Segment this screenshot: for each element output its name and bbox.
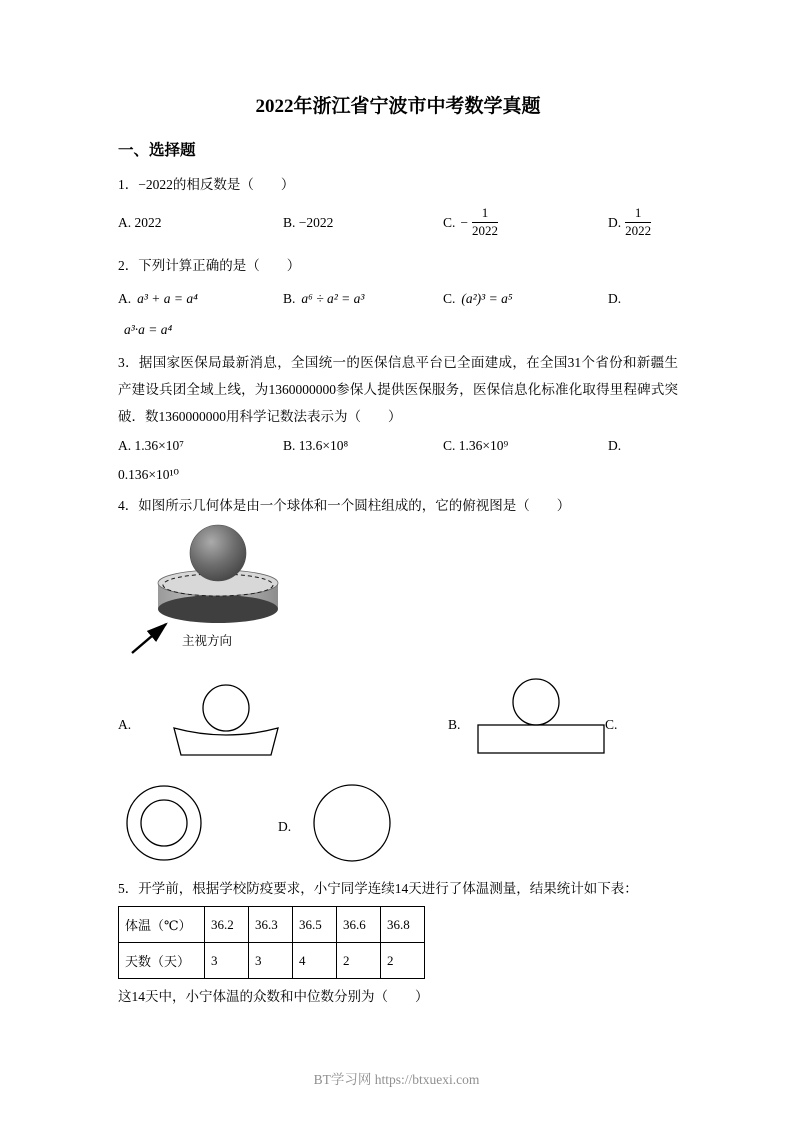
q5-days-header: 天数（天） (119, 943, 205, 979)
q5-table-row-temperature (119, 907, 425, 943)
q2-option-c-expression: (a²)³ = a⁵ (461, 291, 513, 306)
footer-site-link[interactable]: BT学习网 https://btxuexi.com (313, 1072, 480, 1087)
q2-option-a (118, 285, 283, 312)
q2-option-d (608, 285, 678, 312)
page-title: 2022年浙江省宁波市中考数学真题 (255, 96, 541, 117)
q5-days-value: 3 (249, 943, 293, 979)
q4-stem: 4．如图所示几何体是由一个球体和一个圆柱组成的，它的俯视图是（ ） (118, 498, 571, 513)
q5-days-value: 2 (337, 943, 381, 979)
page-content (118, 0, 678, 1010)
q2-option-d-label: D. (608, 291, 622, 306)
section-heading: 一、选择题 (118, 142, 196, 159)
q4-option-b-label: B. (448, 717, 461, 732)
q5-days-value: 2 (381, 943, 425, 979)
q1-option-d-fraction (625, 206, 651, 239)
q4-option-d-label: D. (278, 819, 292, 834)
sphere-cylinder-figure (118, 519, 348, 659)
q5-temp-value: 36.6 (337, 907, 381, 943)
q1-c-denominator: 2022 (472, 222, 499, 238)
q3-option-d: D. (608, 438, 622, 453)
q5-temp-value: 36.8 (381, 907, 425, 943)
q3-option-d-value: 0.136×10¹⁰ (118, 467, 179, 482)
q3-option-c: C. 1.36×10⁹ (443, 438, 509, 453)
q2-option-c (443, 285, 608, 312)
q1-option-c-sign: − (460, 214, 469, 230)
q1-options (118, 200, 678, 244)
q5-tail: 这14天中，小宁体温的众数和中位数分别为（ ） (118, 989, 429, 1004)
q5-table (118, 906, 425, 979)
q1-d-numerator: 1 (625, 206, 651, 223)
q2-stem: 2．下列计算正确的是（ ） (118, 258, 301, 273)
q5-temp-value: 36.2 (205, 907, 249, 943)
q5-days-value: 3 (205, 943, 249, 979)
q1-option-a: A. 2022 (118, 214, 162, 230)
q2-option-b (283, 285, 443, 312)
q2-option-d-expression: a³·a = a⁴ (124, 322, 173, 337)
q2-option-a-expression: a³ + a = a⁴ (137, 291, 198, 306)
q4-option-c-figure (122, 781, 206, 865)
q1-option-d (608, 206, 678, 239)
q1-option-b: B. −2022 (283, 214, 334, 230)
q4-option-d-figure (310, 781, 394, 865)
footer (0, 1068, 793, 1088)
q1-stem: 1．−2022的相反数是（ ） (118, 177, 295, 192)
q2-option-b-label: B. (283, 291, 296, 306)
q4-option-b-figure (474, 675, 608, 759)
q1-c-numerator: 1 (472, 206, 498, 223)
sphere (190, 525, 246, 581)
q2-option-c-label: C. (443, 291, 456, 306)
q5-temp-value: 36.3 (249, 907, 293, 943)
q3-option-b: B. 13.6×10⁸ (283, 438, 349, 453)
q5-table-row-days (119, 943, 425, 979)
q2-option-b-expression: a⁶ ÷ a² = a³ (301, 291, 365, 306)
q1-option-d-label: D. (608, 214, 622, 230)
q5-temp-header: 体温（℃） (119, 907, 205, 943)
q5-temp-value: 36.5 (293, 907, 337, 943)
q2-options (118, 285, 678, 312)
q1-d-denominator: 2022 (625, 222, 652, 238)
q3-options (118, 432, 678, 459)
q2-option-a-label: A. (118, 291, 132, 306)
q4-option-a-figure (168, 675, 284, 759)
q3-option-a: A. 1.36×10⁷ (118, 438, 184, 453)
q1-option-c (443, 206, 608, 239)
q5-days-value: 4 (293, 943, 337, 979)
q4-options-row-1 (118, 675, 678, 769)
cylinder-base (158, 595, 278, 623)
view-direction-arrow (132, 624, 166, 653)
q4-solid-figure (118, 519, 678, 659)
q4-option-c-label: C. (605, 717, 618, 732)
q4-option-a-label: A. (118, 717, 132, 732)
q4-view-direction-label: 主视方向 (182, 634, 233, 648)
q4-options-row-2 (118, 781, 678, 871)
q1-option-c-label: C. (443, 214, 456, 230)
q1-option-c-fraction (472, 206, 498, 239)
q3-stem: 3．据国家医保局最新消息，全国统一的医保信息平台已全面建成，在全国31个省份和新疆生产建设兵团全域上线，为1360000000参保人提供医保服务，医保信息化标准化取得里程碑式突破．数1360000000用科学记数法表示为（ ） (118, 355, 678, 424)
q5-stem: 5．开学前，根据学校防疫要求，小宁同学连续14天进行了体温测量，结果统计如下表： (118, 881, 638, 896)
